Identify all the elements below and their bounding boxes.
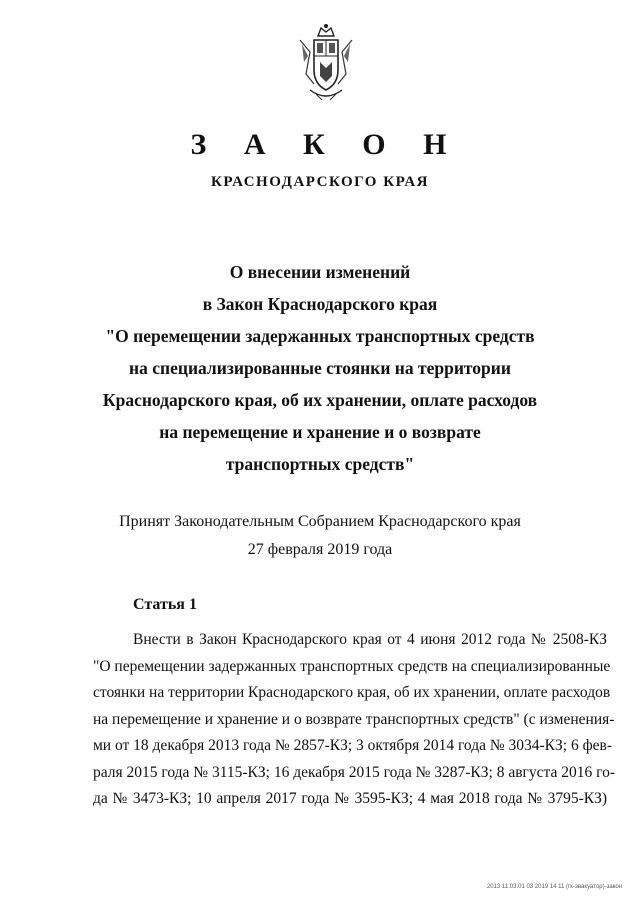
law-headline bbox=[60, 256, 580, 480]
headline-line: Краснодарского края, об их хранении, оплате расходов bbox=[102, 390, 538, 410]
adoption-note bbox=[60, 508, 580, 564]
article-line: "О перемещении задержанных транспортных средств на специализированные bbox=[93, 657, 611, 675]
law-title: З А К О Н bbox=[190, 128, 462, 161]
adoption-body: Принят Законодательным Собранием Краснодарского края bbox=[119, 513, 521, 530]
headline-line: О внесении изменений bbox=[229, 262, 411, 282]
headline-line: транспортных средств" bbox=[225, 454, 415, 474]
headline-line: в Закон Краснодарского края bbox=[202, 294, 438, 314]
footer-stamp: 2013 11.03.01 03 2019 14 11 (гк-эвакуатор)-закон bbox=[486, 884, 622, 890]
article-line: Внести в Закон Краснодарского края от 4 июня 2012 года № 2508-КЗ bbox=[133, 631, 607, 648]
adoption-date: 27 февраля 2019 года bbox=[247, 541, 393, 558]
law-subtitle: КРАСНОДАРСКОГО КРАЯ bbox=[211, 174, 429, 190]
article-body bbox=[93, 627, 615, 813]
coat-of-arms-icon bbox=[296, 22, 356, 104]
article-line: раля 2015 года № 3115-КЗ; 16 декабря 2015 года № 3287-КЗ; 8 августа 2016 го- bbox=[93, 763, 615, 781]
article-line: ми от 18 декабря 2013 года № 2857-КЗ; 3 октября 2014 года № 3034-КЗ; 6 фев- bbox=[93, 737, 613, 754]
headline-line: "О перемещении задержанных транспортных средств bbox=[105, 326, 535, 346]
headline-line: на специализированные стоянки на территории bbox=[129, 358, 511, 378]
headline-line: на перемещение и хранение и о возврате bbox=[159, 422, 481, 442]
article-line: стоянки на территории Краснодарского края, об их хранении, оплате расходов bbox=[93, 684, 611, 701]
article-line: да № 3473-КЗ; 10 апреля 2017 года № 3595-КЗ; 4 мая 2018 года № 3795-КЗ) bbox=[93, 790, 607, 807]
article-heading: Статья 1 bbox=[133, 596, 197, 613]
article-line: на перемещение и хранение и о возврате транспортных средств" (с изменения- bbox=[93, 710, 615, 728]
